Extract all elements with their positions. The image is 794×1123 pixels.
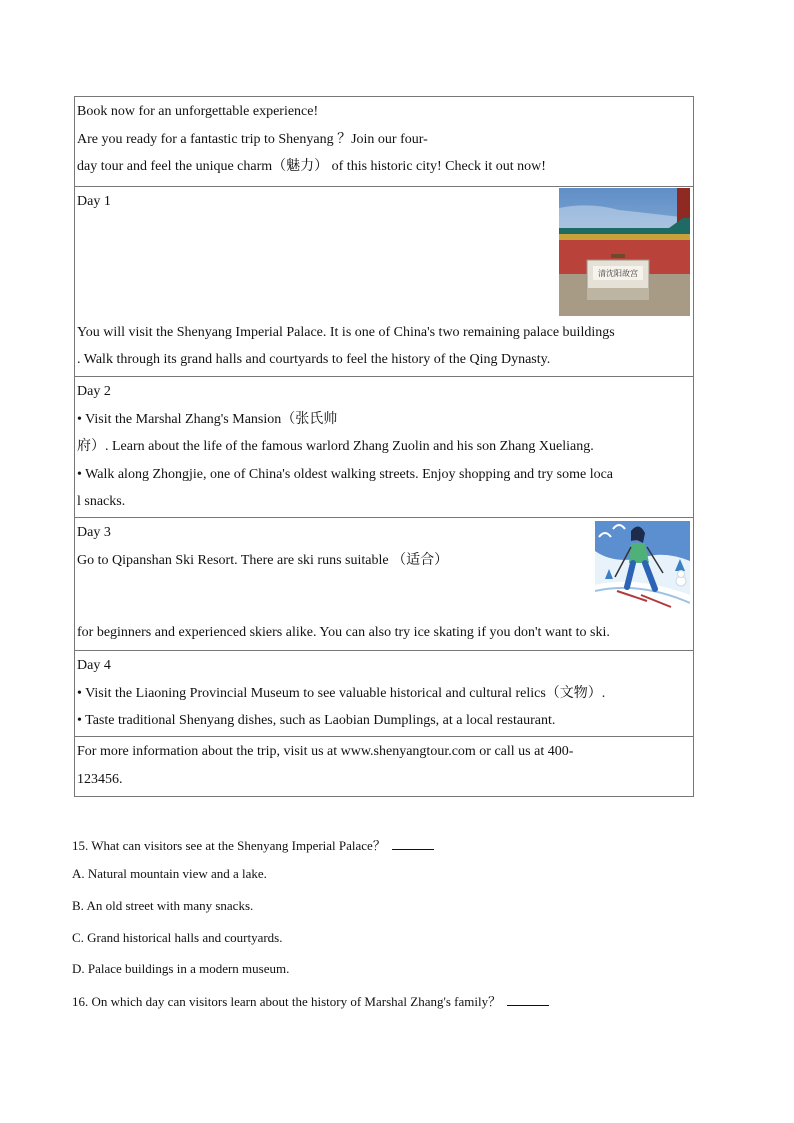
contact-text: For more information about the trip, visit us at www.shenyangtour.com or call us at 400- xyxy=(77,744,574,759)
question-15-text: 15. What can visitors see at the Shenyang Imperial Palace？ xyxy=(72,838,386,853)
tour-table xyxy=(74,96,694,797)
day3-cell xyxy=(75,518,693,651)
day-label: Day 1 xyxy=(77,194,111,209)
intro-line: day tour and feel the unique charm（魅力） of this historic city! Check it out now! xyxy=(77,159,546,174)
day1-text: You will visit the Shenyang Imperial Palace. It is one of China's two remaining palace buildings xyxy=(77,325,615,340)
answer-blank[interactable] xyxy=(507,993,549,1006)
day2-text: l snacks. xyxy=(77,494,126,509)
day-label: Day 2 xyxy=(77,384,111,399)
day4-cell xyxy=(75,651,693,737)
day3-text: Go to Qipanshan Ski Resort. There are ski runs suitable （适合） xyxy=(77,552,449,568)
day4-text: • Visit the Liaoning Provincial Museum to see valuable historical and cultural relics（文物）. xyxy=(77,685,606,701)
intro-line: Are you ready for a fantastic trip to Shenyang ？Join our four- xyxy=(77,131,428,147)
day3-text: for beginners and experienced skiers alike. You can also try ice skating if you don't want to ski. xyxy=(77,625,610,640)
day2-text: • Visit the Marshal Zhang's Mansion（张氏帅 xyxy=(77,411,338,427)
day1-text: . Walk through its grand halls and courtyards to feel the history of the Qing Dynasty. xyxy=(77,352,551,367)
question-16-text: 16. On which day can visitors learn about the history of Marshal Zhang's family？ xyxy=(72,994,502,1009)
option-b: B. An old street with many snacks. xyxy=(72,898,254,913)
day-label: Day 3 xyxy=(77,525,111,540)
intro-line: Book now for an unforgettable experience! xyxy=(77,104,319,119)
day2-text: • Walk along Zhongjie, one of China's oldest walking streets. Enjoy shopping and try some loca xyxy=(77,466,614,482)
photo-sign-text: 清沈阳故宫 xyxy=(598,269,638,278)
day1-cell xyxy=(75,187,693,377)
skier-illustration xyxy=(595,521,690,617)
option-a: A. Natural mountain view and a lake. xyxy=(72,866,267,881)
day4-text: • Taste traditional Shenyang dishes, such as Laobian Dumplings, at a local restaurant. xyxy=(77,713,556,728)
intro-cell xyxy=(75,97,693,187)
imperial-palace-photo xyxy=(559,188,690,316)
day2-text: 府）. Learn about the life of the famous warlord Zhang Zuolin and his son Zhang Xueliang. xyxy=(77,439,594,454)
day-label: Day 4 xyxy=(77,658,111,673)
day2-cell xyxy=(75,377,693,518)
contact-text: 123456. xyxy=(77,771,123,787)
contact-cell xyxy=(75,737,693,796)
answer-blank[interactable] xyxy=(392,837,434,850)
question-15 xyxy=(72,835,434,854)
option-d: D. Palace buildings in a modern museum. xyxy=(72,961,290,976)
question-16 xyxy=(72,991,549,1010)
option-c: C. Grand historical halls and courtyards. xyxy=(72,930,283,945)
